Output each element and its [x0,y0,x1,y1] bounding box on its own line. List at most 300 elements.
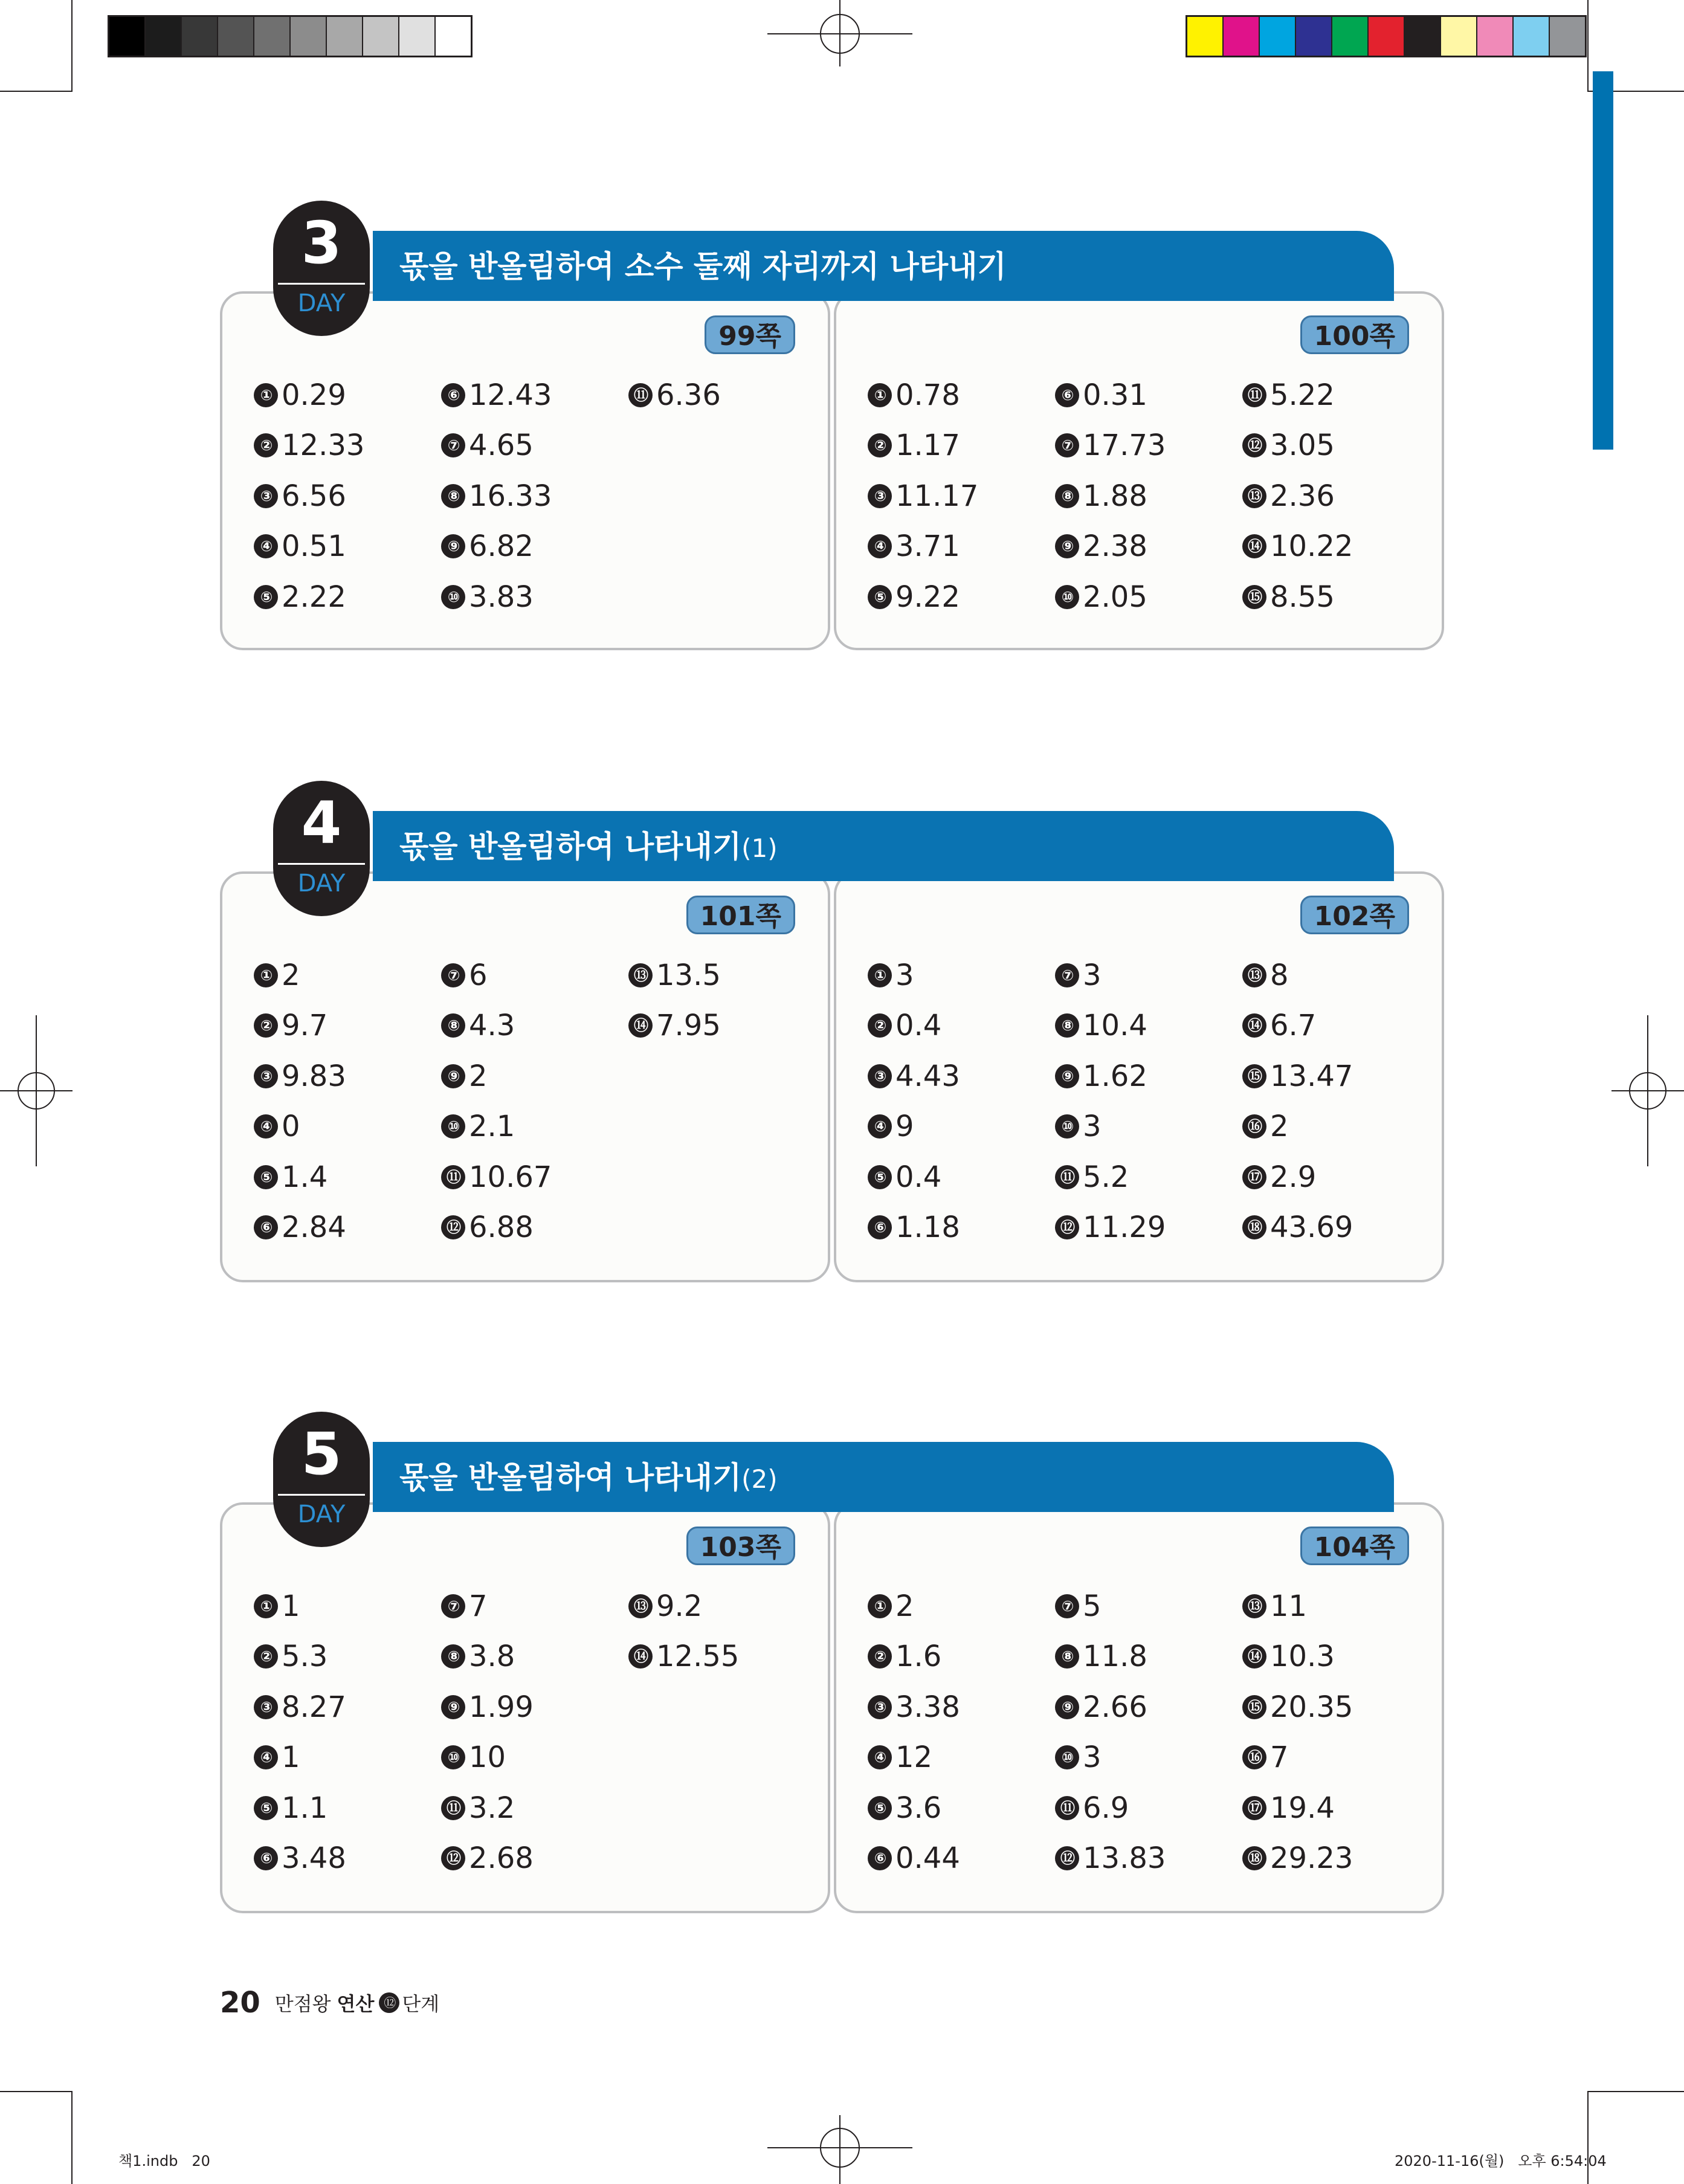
answer-column [1242,1581,1353,1884]
question-number-badge: ⑤ [868,1796,892,1820]
answer-item [868,370,978,421]
answer-item [868,471,978,522]
question-number-badge: ⑦ [441,433,465,457]
answer-item [441,1733,534,1783]
question-number-badge: ⑦ [441,1594,465,1618]
question-number-badge: ⑫ [441,1846,465,1870]
answer-item [1055,950,1166,1001]
answer-item [254,1682,346,1733]
answer-value: 13.5 [656,958,721,992]
question-number-badge: ⑨ [441,534,465,558]
answer-column [441,1581,534,1884]
answer-value: 3 [1083,1740,1102,1775]
color-swatch [1550,17,1585,56]
answer-item [868,1632,960,1682]
page-reference-badge: 102쪽 [1300,896,1409,934]
answer-value: 8.55 [1270,580,1335,614]
answer-item [868,1733,960,1783]
question-number-badge: ③ [254,1695,278,1719]
answer-value: 1.4 [282,1160,328,1194]
day-label: DAY [297,870,346,897]
question-number-badge: ④ [254,1114,278,1139]
answer-item [1242,572,1353,622]
section-title-suffix: (1) [741,833,778,863]
answer-value: 2 [895,1589,914,1623]
answer-item [868,1783,960,1833]
question-number-badge: ⑩ [441,1114,465,1139]
answer-item [868,1152,960,1203]
question-number-badge: ④ [254,534,278,558]
section-title [399,239,1007,294]
color-swatch [1260,17,1296,56]
question-number-badge: ⑤ [254,585,278,609]
answer-value: 6.88 [469,1210,534,1245]
answer-item [628,370,721,421]
question-number-badge: ⑥ [441,383,465,407]
series-name-bold: 연산 [337,1992,375,2015]
answer-value: 6 [469,958,488,992]
answer-item [1055,1783,1166,1833]
answer-value: 3 [1083,958,1102,992]
answer-value: 3.71 [895,529,960,564]
question-number-badge: ② [868,1013,892,1038]
question-number-badge: ⑯ [1242,1745,1266,1769]
question-number-badge: ⑦ [1055,433,1079,457]
answer-item [1055,370,1166,421]
answer-item [441,1051,552,1102]
answer-item [1242,1833,1353,1884]
grey-swatch [436,17,471,56]
question-number-badge: ⑧ [1055,484,1079,508]
answer-value: 11.17 [895,479,979,513]
day-badge [273,781,370,916]
question-number-badge: ⑫ [1055,1215,1079,1239]
answer-value: 0.51 [282,529,346,564]
answer-value: 0.44 [895,1841,960,1876]
answer-value: 8 [1270,958,1289,992]
answer-item [441,1783,534,1833]
question-number-badge: ⑥ [868,1215,892,1239]
answer-item [628,950,721,1001]
answer-item [1055,1632,1166,1682]
question-number-badge: ⑧ [441,1644,465,1669]
answer-value: 6.9 [1083,1791,1129,1825]
answer-item [868,1001,960,1052]
answer-item [1055,1203,1166,1253]
answer-value: 2.22 [282,580,346,614]
color-swatch [1332,17,1369,56]
answer-value: 11 [1270,1589,1308,1623]
day-section [220,789,1449,1282]
question-number-badge: ③ [254,1064,278,1088]
answer-column [868,950,960,1253]
answer-item [628,1632,739,1682]
answer-item [868,1203,960,1253]
answer-item [441,1001,552,1052]
answer-value: 13.47 [1270,1059,1353,1093]
answer-value: 0.4 [895,1009,942,1043]
answer-value: 10.67 [469,1160,552,1194]
answer-item [1242,1051,1353,1102]
answer-column [868,370,978,622]
answer-item [868,1051,960,1102]
question-number-badge: ⑮ [1242,1695,1266,1719]
answer-value: 3.83 [469,580,534,614]
grey-swatch [182,17,218,56]
day-badge [273,1412,370,1547]
answer-item [868,950,960,1001]
grey-swatch [399,17,436,56]
day-label: DAY [297,1501,346,1528]
answer-value: 2 [469,1059,488,1093]
day-badge-divider [278,863,365,865]
question-number-badge: ⑬ [1242,963,1266,987]
answer-value: 13.83 [1083,1841,1166,1876]
answer-item [254,950,346,1001]
stage-label: 단계 [402,1992,440,2015]
answer-item [868,1833,960,1884]
crop-mark [71,2091,73,2184]
answer-item [868,421,978,471]
answer-panel-left [220,1502,830,1913]
question-number-badge: ⑪ [441,1796,465,1820]
answer-value: 7.95 [656,1009,721,1043]
day-badge-divider [278,283,365,285]
answer-value: 12 [895,1740,933,1775]
answer-column [254,950,346,1253]
answer-item [441,1581,534,1632]
section-title-text: 몫을 반올림하여 소수 둘째 자리까지 나타내기 [399,249,1007,284]
answer-column [254,370,364,622]
answer-item [254,572,364,622]
answer-item [1242,471,1353,522]
answer-value: 6.7 [1270,1009,1317,1043]
answer-value: 10.22 [1270,529,1353,564]
question-number-badge: ⑧ [1055,1013,1079,1038]
answer-item [254,522,364,572]
answer-item [1242,1152,1353,1203]
question-number-badge: ⑤ [254,1165,278,1189]
question-number-badge: ⑨ [441,1064,465,1088]
answer-value: 3 [1083,1110,1102,1144]
answer-value: 1.17 [895,428,960,463]
answer-value: 29.23 [1270,1841,1353,1876]
print-slug-timestamp: 2020-11-16(월) 오후 6:54:04 [1395,2153,1607,2169]
question-number-badge: ⑰ [1242,1165,1266,1189]
answer-value: 2.66 [1083,1690,1147,1724]
answer-item [1055,1102,1166,1152]
day-number: 3 [301,209,342,277]
grey-swatch [218,17,254,56]
answer-item [254,1001,346,1052]
answer-value: 2 [282,958,300,992]
question-number-badge: ⑤ [254,1796,278,1820]
answer-column [628,1581,739,1682]
grey-swatch [254,17,291,56]
answer-value: 4.65 [469,428,534,463]
answer-value: 1.6 [895,1640,942,1674]
answer-item [1055,1581,1166,1632]
page-footer [220,1985,439,2021]
answer-value: 9.83 [282,1059,346,1093]
grey-swatch [146,17,182,56]
grey-swatch [327,17,363,56]
crop-mark [0,2091,73,2092]
question-number-badge: ① [868,383,892,407]
answer-item [441,572,552,622]
question-number-badge: ⑫ [1055,1846,1079,1870]
answer-value: 10.4 [1083,1009,1147,1043]
answer-value: 2.38 [1083,529,1147,564]
question-number-badge: ⑬ [628,963,653,987]
question-number-badge: ⑨ [1055,1695,1079,1719]
answer-item [1055,471,1166,522]
answer-item [868,1682,960,1733]
answer-item [628,1001,721,1052]
answer-item [254,370,364,421]
answer-value: 5 [1083,1589,1102,1623]
question-number-badge: ⑱ [1242,1215,1266,1239]
answer-item [254,421,364,471]
registration-mark-top [767,0,912,66]
answer-value: 2.84 [282,1210,346,1245]
color-swatch [1296,17,1332,56]
color-swatch [1405,17,1441,56]
answer-item [1055,572,1166,622]
grey-swatch [291,17,327,56]
answer-value: 6.82 [469,529,534,564]
answer-value: 0.29 [282,378,346,412]
answer-value: 3.48 [282,1841,346,1876]
question-number-badge: ① [868,963,892,987]
answer-item [1242,1581,1353,1632]
answer-column [868,1581,960,1884]
answer-item [441,522,552,572]
question-number-badge: ⑦ [441,963,465,987]
answer-value: 2.05 [1083,580,1147,614]
day-label: DAY [297,289,346,317]
section-title [399,1450,778,1505]
question-number-badge: ⑬ [1242,1594,1266,1618]
color-swatch [1369,17,1405,56]
answer-item [254,1152,346,1203]
answer-item [254,1733,346,1783]
answer-column [628,370,721,421]
answer-value: 2.9 [1270,1160,1317,1194]
answer-column [441,950,552,1253]
answer-column [1055,950,1166,1253]
answer-item [441,1682,534,1733]
question-number-badge: ⑭ [628,1013,653,1038]
page-reference-badge: 103쪽 [686,1527,795,1565]
answer-value: 1.62 [1083,1059,1147,1093]
answer-item [868,1581,960,1632]
question-number-badge: ① [254,1594,278,1618]
question-number-badge: ⑥ [1055,383,1079,407]
answer-value: 4.43 [895,1059,960,1093]
question-number-badge: ⑥ [254,1215,278,1239]
answer-value: 1.88 [1083,479,1147,513]
question-number-badge: ② [254,1013,278,1038]
answer-value: 9.7 [282,1009,328,1043]
answer-value: 9.2 [656,1589,703,1623]
question-number-badge: ⑩ [441,1745,465,1769]
question-number-badge: ⑧ [441,1013,465,1038]
answer-value: 12.43 [469,378,552,412]
answer-item [254,1051,346,1102]
section-title-text: 몫을 반올림하여 나타내기 [399,1460,742,1495]
answer-item [441,1102,552,1152]
day-number: 4 [301,789,342,857]
question-number-badge: ⑩ [1055,1745,1079,1769]
question-number-badge: ⑨ [1055,1064,1079,1088]
question-number-badge: ⑤ [868,1165,892,1189]
answer-value: 3.8 [469,1640,515,1674]
section-title [399,819,778,874]
question-number-badge: ① [868,1594,892,1618]
answer-item [1242,1102,1353,1152]
color-swatch [1441,17,1477,56]
answer-value: 1 [282,1589,300,1623]
question-number-badge: ⑭ [1242,534,1266,558]
page-reference-badge: 99쪽 [705,315,795,354]
question-number-badge: ③ [254,484,278,508]
question-number-badge: ⑭ [1242,1013,1266,1038]
day-number: 5 [301,1420,342,1488]
question-number-badge: ⑦ [1055,963,1079,987]
question-number-badge: ④ [868,534,892,558]
answer-item [1055,522,1166,572]
answer-value: 0.31 [1083,378,1147,412]
answer-value: 5.22 [1270,378,1335,412]
question-number-badge: ⑪ [441,1165,465,1189]
answer-item [254,1833,346,1884]
answer-value: 3 [895,958,914,992]
answer-value: 7 [1270,1740,1289,1775]
answer-item [868,522,978,572]
answer-value: 0 [282,1110,300,1144]
question-number-badge: ⑬ [628,1594,653,1618]
crop-mark [1587,2091,1684,2092]
question-number-badge: ⑫ [1242,433,1266,457]
color-swatch [1187,17,1224,56]
answer-item [1242,1001,1353,1052]
answer-item [1055,1051,1166,1102]
answer-value: 0.78 [895,378,960,412]
answer-item [441,1152,552,1203]
answer-item [441,1632,534,1682]
question-number-badge: ② [868,1644,892,1669]
day-badge-divider [278,1494,365,1496]
question-number-badge: ⑥ [254,1846,278,1870]
answer-value: 1 [282,1740,300,1775]
answer-item [441,471,552,522]
page-reference-badge: 101쪽 [686,896,795,934]
color-swatch [1514,17,1550,56]
question-number-badge: ⑬ [1242,484,1266,508]
answer-panel-left [220,871,830,1282]
question-number-badge: ⑦ [1055,1594,1079,1618]
answer-item [1242,1632,1353,1682]
chapter-side-tab [1593,71,1613,450]
question-number-badge: ⑥ [868,1846,892,1870]
question-number-badge: ⑭ [1242,1644,1266,1669]
registration-mark-bottom [767,2115,912,2184]
series-name: 만점왕 [274,1992,331,2015]
answer-value: 11.29 [1083,1210,1166,1245]
page-reference-badge: 100쪽 [1300,315,1409,354]
answer-value: 9 [895,1110,914,1144]
answer-item [1055,1833,1166,1884]
answer-item [254,1581,346,1632]
answer-value: 20.35 [1270,1690,1353,1724]
answer-item [1242,370,1353,421]
color-swatch [1224,17,1260,56]
question-number-badge: ⑯ [1242,1114,1266,1139]
answer-value: 8.27 [282,1690,346,1724]
section-title-suffix: (2) [741,1464,778,1494]
answer-column [1242,950,1353,1253]
answer-item [441,370,552,421]
question-number-badge: ⑮ [1242,1064,1266,1088]
answer-value: 11.8 [1083,1640,1147,1674]
grey-scale-bar [108,15,473,57]
answer-value: 5.2 [1083,1160,1129,1194]
answer-panel-right [834,871,1444,1282]
answer-value: 16.33 [469,479,552,513]
question-number-badge: ⑤ [868,585,892,609]
answer-item [1055,1733,1166,1783]
question-number-badge: ⑪ [1055,1796,1079,1820]
answer-value: 4.3 [469,1009,515,1043]
answer-item [1055,1682,1166,1733]
answer-item [1242,1203,1353,1253]
answer-item [1242,421,1353,471]
answer-panel-right [834,291,1444,650]
answer-value: 19.4 [1270,1791,1335,1825]
answer-item [1242,1783,1353,1833]
question-number-badge: ⑪ [628,383,653,407]
question-number-badge: ③ [868,1695,892,1719]
question-number-badge: ⑨ [1055,534,1079,558]
question-number-badge: ⑧ [1055,1644,1079,1669]
question-number-badge: ⑩ [1055,585,1079,609]
answer-item [441,1203,552,1253]
answer-value: 2 [1270,1110,1289,1144]
answer-column [441,370,552,622]
answer-item [868,572,978,622]
answer-item [254,1203,346,1253]
answer-item [1242,950,1353,1001]
answer-value: 17.73 [1083,428,1166,463]
answer-value: 3.2 [469,1791,515,1825]
day-section [220,1420,1449,1913]
answer-item [441,1833,534,1884]
question-number-badge: ④ [254,1745,278,1769]
answer-item [1242,522,1353,572]
answer-item [254,1632,346,1682]
answer-column [1242,370,1353,622]
answer-panel-left [220,291,830,650]
question-number-badge: ⑧ [441,484,465,508]
answer-value: 7 [469,1589,488,1623]
answer-value: 3.38 [895,1690,960,1724]
answer-value: 12.55 [656,1640,740,1674]
question-number-badge: ② [254,1644,278,1669]
question-number-badge: ② [254,433,278,457]
answer-value: 0.4 [895,1160,942,1194]
answer-column [628,950,721,1051]
